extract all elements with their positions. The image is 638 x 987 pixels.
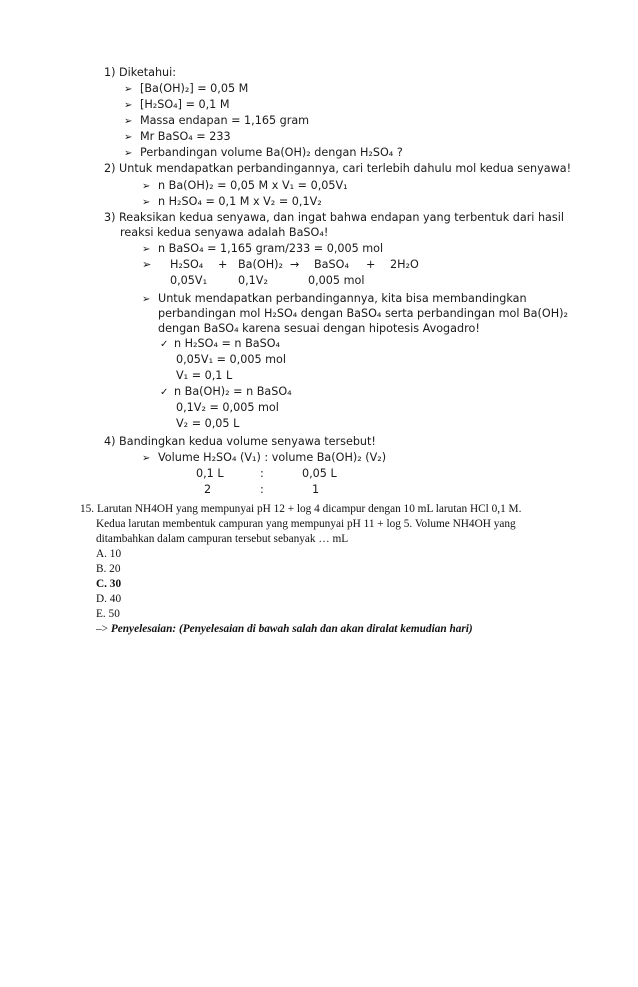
arrow-bullet-icon: ➢: [142, 197, 151, 208]
reaction-equation: [142, 258, 462, 272]
mol-text: n H₂SO₄ = 0,1 M x V₂ = 0,1V₂: [158, 195, 322, 208]
step-2-heading: 2) Untuk mendapatkan perbandingannya, cari terlebih dahulu mol kedua senyawa!: [104, 162, 572, 175]
ratio-colon: :: [260, 483, 264, 496]
calc-text: n H₂SO₄ = n BaSO₄: [174, 337, 280, 350]
ratio-header-text: Volume H₂SO₄ (V₁) : volume Ba(OH)₂ (V₂): [158, 451, 387, 464]
arrow-bullet-icon: ➢: [142, 294, 151, 305]
reaction-arrow: →: [290, 258, 300, 271]
ratio-header: [142, 451, 386, 466]
arrow-bullet-icon: ➢: [124, 148, 133, 159]
explanation-line: perbandingan mol H₂SO₄ dengan BaSO₄ serta perbandingan mol Ba(OH)₂: [158, 307, 568, 320]
plus-sign: +: [218, 258, 228, 271]
ratio-row: [142, 483, 442, 497]
calc-line: V₂ = 0,05 L: [176, 417, 240, 430]
option-b: B. 20: [96, 563, 121, 575]
arrow-bullet-icon: ➢: [124, 116, 133, 127]
arrow-bullet-icon: ➢: [142, 181, 151, 192]
reaction-mol-row: [142, 274, 462, 288]
option-a: A. 10: [96, 548, 122, 560]
given-item: [124, 114, 309, 129]
arrow-bullet-icon: ➢: [124, 132, 133, 143]
calc-text: n Ba(OH)₂ = n BaSO₄: [174, 385, 292, 398]
calc-line: 0,05V₁ = 0,005 mol: [176, 353, 286, 366]
ratio-v1: 2: [204, 483, 212, 496]
ratio-v1: 0,1 L: [196, 467, 224, 480]
option-d: D. 40: [96, 593, 122, 605]
given-text: Massa endapan = 1,165 gram: [140, 114, 310, 127]
arrow-bullet-icon: ➢: [124, 100, 133, 111]
arrow-bullet-icon: ➢: [124, 84, 133, 95]
arrow-bullet-icon: ➢: [142, 258, 152, 271]
question-text: Kedua larutan membentuk campuran yang mempunyai pH 11 + log 5. Volume NH4OH yang: [96, 518, 516, 530]
ratio-colon: :: [260, 467, 264, 480]
step-4-heading: 4) Bandingkan kedua volume senyawa tersebut!: [104, 435, 376, 448]
explanation-line: dengan BaSO₄ karena sesuai dengan hipotesis Avogadro!: [158, 322, 480, 335]
question-text: ditambahkan dalam campuran tersebut sebanyak … mL: [96, 533, 349, 545]
given-text: Mr BaSO₄ = 233: [140, 130, 231, 143]
reactant-h2so4: H₂SO₄: [170, 258, 204, 271]
arrow-bullet-icon: ➢: [142, 453, 151, 464]
step-1-heading: 1) Diketahui:: [104, 66, 177, 79]
question-text: 15. Larutan NH4OH yang mempunyai pH 12 + log 4 dicampur dengan 10 mL larutan HCl 0,1 M.: [80, 503, 522, 515]
given-item: [124, 130, 231, 145]
given-item: [124, 146, 403, 161]
calc-line: V₁ = 0,1 L: [176, 369, 233, 382]
given-item: [124, 98, 230, 113]
plus-sign: +: [366, 258, 376, 271]
mol-baoh2: 0,1V₂: [238, 274, 268, 287]
product-h2o: 2H₂O: [390, 258, 419, 271]
step-3-heading: 3) Reaksikan kedua senyawa, dan ingat bahwa endapan yang terbentuk dari hasil: [104, 211, 564, 224]
option-c-answer: C. 30: [96, 578, 122, 590]
arrow-icon: –>: [96, 623, 109, 635]
arrow-bullet-icon: ➢: [142, 244, 151, 255]
given-text: Perbandingan volume Ba(OH)₂ dengan H₂SO₄ ?: [140, 146, 403, 159]
mol-baso4-item: [142, 242, 383, 257]
ratio-v2: 1: [312, 483, 320, 496]
mol-item: [142, 179, 348, 194]
ratio-row: [142, 467, 442, 481]
checkmark-icon: ✓: [160, 339, 169, 350]
explanation-text: Untuk mendapatkan perbandingannya, kita bisa membandingkan: [158, 292, 527, 305]
calc-item: [160, 337, 280, 352]
checkmark-icon: ✓: [160, 387, 169, 398]
calc-item: [160, 385, 292, 400]
given-text: [H₂SO₄] = 0,1 M: [140, 98, 230, 111]
mol-text: n Ba(OH)₂ = 0,05 M x V₁ = 0,05V₁: [158, 179, 348, 192]
step-3-heading-cont: reaksi kedua senyawa adalah BaSO₄!: [120, 226, 329, 239]
explanation-line: [142, 292, 527, 307]
option-e: E. 50: [96, 608, 120, 620]
mol-item: [142, 195, 322, 210]
calc-line: 0,1V₂ = 0,005 mol: [176, 401, 279, 414]
solution-note-text: Penyelesaian: (Penyelesaian di bawah salah dan akan diralat kemudian hari): [110, 623, 473, 635]
ratio-v2: 0,05 L: [302, 467, 337, 480]
product-baso4: BaSO₄: [314, 258, 349, 271]
solution-note: [96, 622, 473, 636]
given-item: [124, 82, 248, 97]
mol-h2so4: 0,05V₁: [170, 274, 208, 287]
reactant-baoh2: Ba(OH)₂: [238, 258, 283, 271]
mol-baso4: 0,005 mol: [308, 274, 365, 287]
mol-text: n BaSO₄ = 1,165 gram/233 = 0,005 mol: [158, 242, 384, 255]
given-text: [Ba(OH)₂] = 0,05 M: [140, 82, 249, 95]
